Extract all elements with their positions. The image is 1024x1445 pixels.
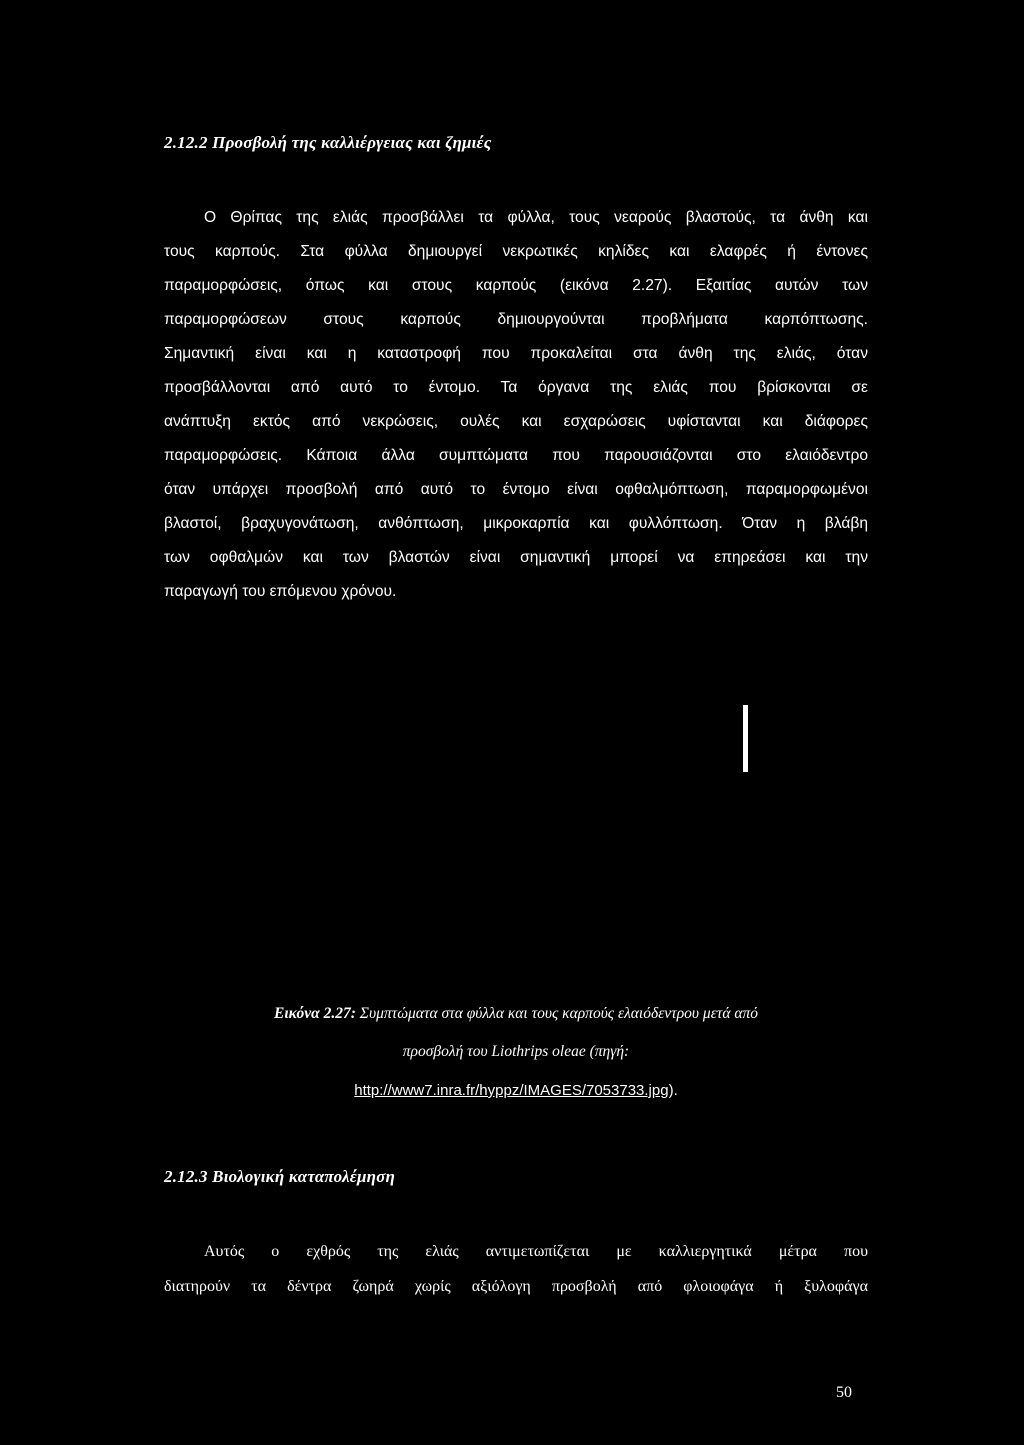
paragraph-line: παραγωγή του επόμενου χρόνου. [164,583,397,600]
paragraph-line: Ο Θρίπας της ελιάς προσβάλλει τα φύλλα, τους νεαρούς βλαστούς, τα άνθη και [204,209,868,226]
paragraph-line: Αυτός ο εχθρός της ελιάς αντιμετωπίζεται με καλλιεργητικά μέτρα που [204,1243,868,1260]
paragraph-line: προσβάλλονται από αυτό το έντομο. Τα όργανα της ελιάς που βρίσκονται σε [164,379,868,396]
paragraph-line: παραμορφώσεις. Κάποια άλλα συμπτώματα που παρουσιάζονται στο ελαιόδεντρο [164,447,868,464]
paragraph-line: παραμορφώσεων στους καρπούς δημιουργούνται προβλήματα καρπόπτωσης. [164,311,868,328]
figure-caption-source [164,1082,868,1099]
caption-text: Συμπτώματα στα φύλλα και τους καρπούς ελαιόδεντρου μετά από [355,1005,759,1022]
caption-link-suffix: ). [668,1082,678,1099]
paragraph-line: παραμορφώσεις, όπως και στους καρπούς (εικόνα 2.27). Εξαιτίας αυτών των [164,277,868,294]
section-heading: 2.12.2 Προσβολή της καλλιέργειας και ζημιές [164,133,492,152]
paragraph-line: όταν υπάρχει προσβολή από αυτό το έντομο είναι οφθαλμόπτωση, παραμορφωμένοι [164,481,868,498]
paragraph-line: ανάπτυξη εκτός από νεκρώσεις, ουλές και εσχαρώσεις υφίστανται και διάφορες [164,413,868,430]
source-link[interactable]: http://www7.inra.fr/hyppz/IMAGES/7053733.jpg [354,1082,669,1099]
section-heading-2: 2.12.3 Βιολογική καταπολέμηση [164,1167,396,1186]
page-number: 50 [836,1384,852,1401]
figure-caption-continued [164,1043,868,1061]
paragraph-line: τους καρπούς. Στα φύλλα δημιουργεί νεκρωτικές κηλίδες και ελαφρές ή έντονες [164,243,868,260]
paragraph-line: των οφθαλμών και των βλαστών είναι σημαντική μπορεί να επηρεάσει και την [164,549,868,566]
paragraph-line: διατηρούν τα δέντρα ζωηρά χωρίς αξιόλογη προσβολή από φλοιοφάγα ή ξυλοφάγα [164,1278,868,1295]
figure-caption [164,1005,868,1023]
body-paragraph-2 [164,1234,868,1304]
paragraph-line: Σημαντική είναι και η καταστροφή που προκαλείται στα άνθη της ελιάς, όταν [164,345,868,362]
figure-image-remnant [743,705,748,772]
caption-label: Εικόνα 2.27: [273,1005,356,1022]
paragraph-line: βλαστοί, βραχυγονάτωση, ανθόπτωση, μικροκαρπία και φυλλόπτωση. Όταν η βλάβη [164,515,868,532]
body-paragraph [164,201,868,609]
caption-text: προσβολή του Liothrips oleae (πηγή: [402,1043,630,1060]
